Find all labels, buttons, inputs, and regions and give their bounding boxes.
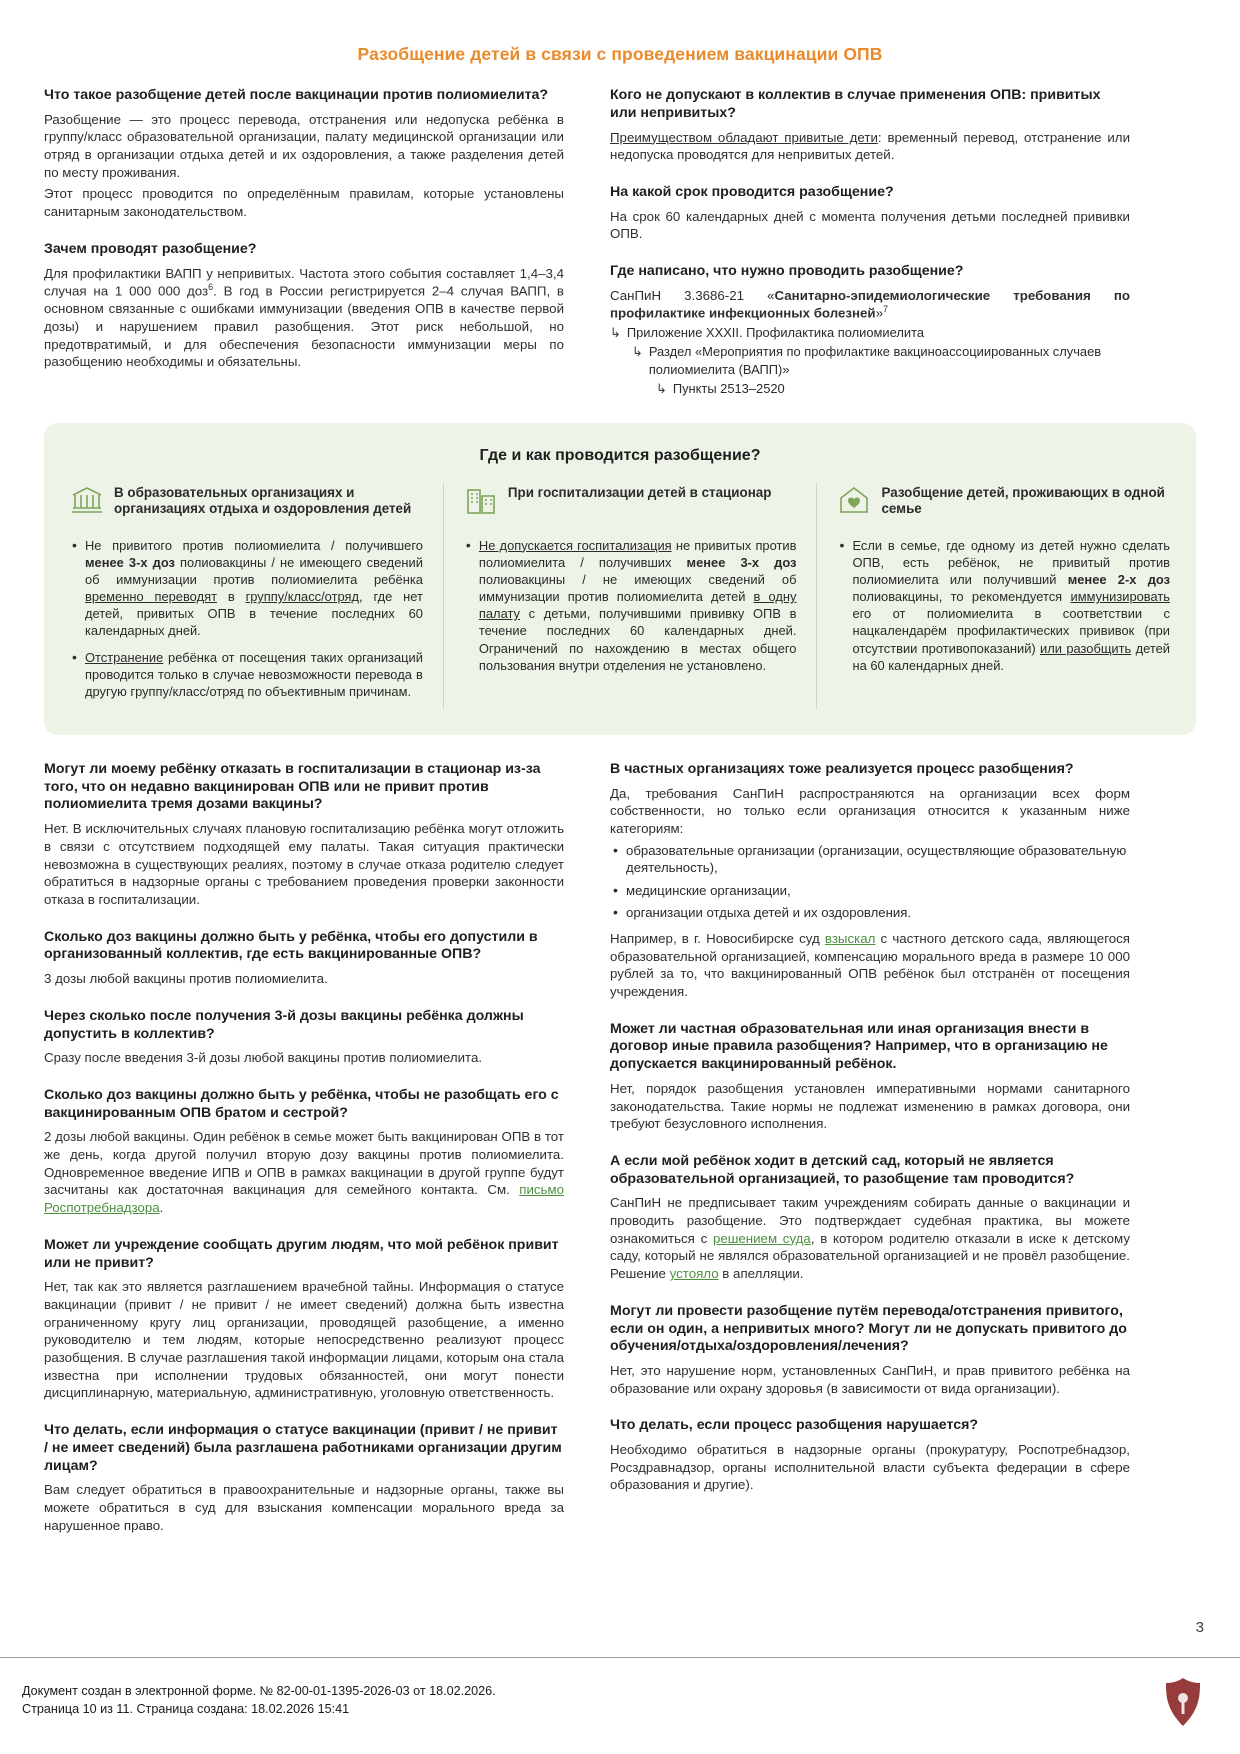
panel-columns	[70, 483, 1170, 709]
list-item: • Не привитого против полиомиелита / получившего менее 3-х доз полиовакцины / не имеющего сведений об иммунизации против полиомиелита ребёнка временно переводят в группу/класс/отряд, где нет детей, привитых ОПВ в течение последних 60 календарных дней.	[70, 537, 423, 640]
faq-question-disclosure-action: Что делать, если информация о статусе вакцинации (привит / не привит / не имеет сведений) была разглашена работниками организации другим лицам?	[44, 1422, 562, 1474]
list-item: • Если в семье, где одному из детей нужно сделать ОПВ, есть ребёнок, не привитый против полиомиелита или получивший менее 2-х доз полиовакцины, то рекомендуется иммунизировать его от полиомиелита в соответствии с нацкалендарём профилактических прививок (при отсутствии противопоказаний) или разобщить детей на 60 календарных дней.	[837, 537, 1170, 674]
link-rospotrebnadzor-letter[interactable]: письмо Роспотребнадзора	[44, 1182, 564, 1216]
answer-who-not-allowed-rest: : временный перевод, отстранение или недопуска проводятся для непривитых детей.	[610, 129, 1130, 163]
answer-part-b: , в котором родителю отказали в иске к детскому саду, который не являлся образовательной организацией и не провёл разобщение. Решение	[610, 1230, 1130, 1282]
example-suffix: с частного детского сада, являющегося образовательной организацией, компенсацию морального вреда в размере 10 000 рублей за то, что вакцинированный ОПВ ребёнок был отстранён от посещения учреждения.	[610, 930, 1130, 999]
arrow-icon: ↳	[656, 380, 667, 396]
panel-column-education-list	[70, 537, 423, 700]
list-item: • медицинские организации,	[610, 882, 1130, 900]
list-item: • Отстранение ребёнка от посещения таких организаций проводится только в случае невозможности перевода в другую группу/класс/отряд по объективным причинам.	[70, 649, 423, 700]
example-prefix: Например, в г. Новосибирске суд	[610, 930, 825, 946]
faq-answer-after-third-dose: Сразу после введения 3-й дозы любой вакцины против полиомиелита.	[44, 1050, 483, 1066]
faq-answer-private-orgs-example	[610, 930, 1130, 1001]
answer-part-c: в апелляции.	[718, 1266, 804, 1282]
top-section	[44, 87, 1196, 397]
answer-who-not-allowed-underline: Преимуществом обладают привитые дети	[610, 129, 878, 145]
faq-question-doses-siblings: Сколько доз вакцины должно быть у ребёнка, чтобы не разобщать его с вакцинированным ОПВ братом и сестрой?	[44, 1086, 559, 1121]
faq-answer-private-orgs-intro: Да, требования СанПиН распространяются на организации всех форм собственности, но только если организация относится к указанным ниже категориям:	[610, 785, 1130, 837]
list-item: • организации отдыха детей и их оздоровления.	[610, 904, 1130, 922]
private-orgs-categories-list	[610, 842, 1130, 922]
answer-why-separation	[44, 265, 564, 371]
panel-column-hospital-header	[464, 483, 797, 527]
panel-column-family-list	[837, 537, 1170, 674]
answer-who-not-allowed	[610, 129, 1130, 164]
question-duration: На какой срок проводится разобщение?	[610, 183, 894, 200]
panel-column-hospital-heading: При госпитализации детей в стационар	[507, 484, 772, 500]
faq-question-non-educational-kindergarten: А если мой ребёнок ходит в детский сад, который не является образовательной организацией, то разобщение там проводится?	[610, 1152, 1075, 1187]
legal-reference-level-2	[632, 343, 1130, 377]
home-heart-icon	[837, 483, 871, 517]
faq-answer-doses-siblings	[44, 1128, 564, 1216]
faq-answer-separate-vaccinated: Нет, это нарушение норм, установленных СанПиН, и прав привитого ребёнка на образование или охрану здоровья (в зависимости от вида организации).	[610, 1363, 1130, 1396]
faq-answer-doses-for-collective: 3 дозы любой вакцины против полиомиелита.	[44, 971, 328, 987]
legal-basis-prefix: СанПиН 3.3686-21 «	[610, 287, 775, 303]
legal-basis-suffix: »	[875, 305, 883, 321]
arrow-icon: ↳	[610, 325, 621, 341]
faq-question-after-third-dose: Через сколько после получения 3-й дозы вакцины ребёнка должны допустить в коллектив?	[44, 1007, 524, 1042]
page-title: Разобщение детей в связи с проведением вакцинации ОПВ	[357, 44, 883, 64]
faq-answer-disclosure-action: Вам следует обратиться в правоохранительные и надзорные органы, также вы можете обратиться в суд для взыскания компенсации морального вреда за нарушенное право.	[44, 1482, 564, 1533]
panel-column-education-heading: В образовательных организациях и организациях отдыха и оздоровления детей	[114, 484, 412, 517]
arrow-icon: ↳	[632, 344, 643, 360]
footer-line-1: Документ создан в электронной форме. № 82-00-01-1395-2026-03 от 18.02.2026.	[22, 1683, 496, 1698]
faq-question-disclosure: Может ли учреждение сообщать другим людям, что мой ребёнок привит или не привит?	[44, 1236, 559, 1271]
faq-answer-disclosure: Нет, так как это является разглашением врачебной тайны. Информация о статусе вакцинации (привит / не привит / не имеет сведений) должна быть известна ограниченному кругу лиц организации, проводящей разобщение, а именно руководителю и тем людям, которые непосредственно реализуют процесс разобщения. В случае разглашения такой информации лицами, которым она стала известна при исполнении трудовых обязанностей, они могут понести дисциплинарную, материальную, административную, уголовную ответственность.	[44, 1279, 564, 1401]
panel-column-education	[70, 483, 423, 709]
panel-column-hospital	[443, 483, 797, 709]
answer-duration: На срок 60 календарных дней с момента получения детьми последней прививки ОПВ.	[610, 208, 1130, 242]
faq-question-violation: Что делать, если процесс разобщения нарушается?	[610, 1417, 979, 1434]
legal-reference-level-3	[656, 380, 1130, 397]
question-what-is-separation: Что такое разобщение детей после вакцинации против полиомиелита?	[44, 87, 549, 103]
list-item: • Не допускается госпитализация не привитых против полиомиелита / получивших менее 3-х доз полиовакцины / не имеющих сведений об иммунизации против полиомиелита детей в одну палату с детьми, получившими прививку ОПВ в течение последних 60 календарных дней. Ограничений по нахождению в местах общего пользования внутри отделения не установлено.	[464, 537, 797, 674]
faq-question-hospitalization-refusal: Могут ли моему ребёнку отказать в госпитализации в стационар из-за того, что он недавно вакцинирован ОПВ или не привит против полиомиелита тремя дозами вакцины?	[44, 760, 541, 813]
legal-reference-level-3-label: Пункты 2513–2520	[672, 380, 785, 396]
question-why-separation: Зачем проводят разобщение?	[44, 240, 257, 257]
question-legal-basis: Где написано, что нужно проводить разобщение?	[610, 262, 964, 279]
faq-answer-non-educational-kindergarten	[610, 1194, 1130, 1282]
link-upheld[interactable]: устояло	[669, 1266, 719, 1282]
legal-basis-document-name: Санитарно-эпидемиологические требования по профилактике инфекционных болезней	[610, 287, 1130, 321]
footer-divider	[0, 1657, 1240, 1658]
faq-section	[44, 761, 1196, 1538]
faq-left-column	[44, 761, 564, 1538]
top-right-column	[610, 87, 1130, 397]
panel-column-hospital-list	[464, 537, 797, 674]
answer-what-is-separation-p1: Разобщение — это процесс перевода, отстранения или недопуска ребёнка в группу/класс образовательной организации, палату медицинской организации или отряд в организации отдыха детей и их оздоровления, а также разделения детей по месту проживания.	[44, 111, 564, 180]
legal-reference-level-1	[610, 324, 1130, 341]
faq-question-contract-rules: Может ли частная образовательная или иная организация внести в договор иные правила разобщения? Например, что в организацию не допускается вакцинированный ребёнок.	[610, 1020, 1108, 1073]
footnote-ref-7: 7	[883, 304, 889, 315]
answer-part-a: СанПиН не предписывает таким учреждениям собирать данные о вакцинации и проводить разобщение. Это подтверждает судебная практика, вы можете ознакомиться с	[610, 1195, 1130, 1246]
footer-line-2: Страница 10 из 11. Страница создана: 18.02.2026 15:41	[22, 1701, 350, 1716]
answer-legal-basis	[610, 287, 1130, 323]
legal-reference-level-1-label: Приложение XXXII. Профилактика полиомиелита	[626, 325, 924, 341]
faq-question-doses-for-collective: Сколько доз вакцины должно быть у ребёнка, чтобы его допустили в организованный коллектив, где есть вакцинированные ОПВ?	[44, 928, 538, 963]
answer-why-separation-part-b: . В год в России регистрируется 2–4 случая ВАПП, в основном связанные с ошибками иммунизации (введения ОПВ в качестве первой дозы) и нарушением правил разобщения. Этот риск небольшой, но предотвратимый, и для обеспечения безопасности иммунизации меры по разобщению необходимы и обязательны.	[44, 283, 565, 370]
legal-reference-list	[610, 324, 1130, 396]
legal-reference-level-2-label: Раздел «Мероприятия по профилактике вакциноассоциированных случаев полиомиелита (ВАПП)»	[648, 344, 1102, 377]
faq-answer-doses-siblings-text: 2 дозы любой вакцины. Один ребёнок в семье может быть вакцинирован ОПВ в тот же день, когда другой получил вторую дозу вакцины против полиомиелита. Одновременное введение ИПВ и ОПВ в рамках вакцинации в другой группе будут засчитаны как достаточная вакцинация для семейного контакта. См.	[44, 1129, 564, 1198]
panel-column-family-header	[837, 483, 1170, 527]
coat-of-arms-icon	[1160, 1676, 1206, 1728]
faq-answer-doses-siblings-tail: .	[159, 1200, 164, 1216]
answer-why-separation-part-a: Для профилактики ВАПП у непривитых. Частота этого события составляет 1,4–3,4 случая на 1 000 000 доз	[44, 265, 564, 299]
faq-answer-violation: Необходимо обратиться в надзорные органы (прокуратуру, Роспотребнадзор, Росздравнадзор, органы исполнительной власти субъекта федерации в сфере образования и другие).	[610, 1442, 1130, 1493]
faq-question-private-orgs: В частных организациях тоже реализуется процесс разобщения?	[610, 760, 1074, 777]
question-who-not-allowed: Кого не допускают в коллектив в случае применения ОПВ: привитых или непривитых?	[610, 87, 1101, 121]
faq-answer-hospitalization-refusal: Нет. В исключительных случаях плановую госпитализацию ребёнка могут отложить в связи с отсутствием подходящей ему палаты. Такая ситуация практически невозможна в существующих реалиях, поэтому в случае отказа родителю следует обратиться в надзорные органы с требованием проведения проверки законности отказа в госпитализации.	[44, 821, 564, 907]
footnote-ref-6: 6	[208, 282, 214, 293]
list-item: • образовательные организации (организации, осуществляющие образовательную деятельность),	[610, 842, 1130, 877]
separation-panel	[44, 423, 1196, 735]
faq-question-separate-vaccinated: Могут ли провести разобщение путём перевода/отстранения привитого, если он один, а непривитых много? Могут ли не допускать привитого до обучения/отдыха/оздоровления/лечения?	[610, 1302, 1127, 1355]
top-left-column	[44, 87, 564, 375]
link-court-decision[interactable]: решением суда	[712, 1230, 811, 1246]
answer-what-is-separation-p2: Этот процесс проводится по определённым правилам, которые установлены санитарным законодательством.	[44, 186, 564, 220]
link-court-awarded[interactable]: взыскал	[824, 930, 876, 946]
footer-text	[22, 1682, 496, 1719]
panel-column-education-header	[70, 483, 423, 527]
panel-column-family	[816, 483, 1170, 709]
hospital-icon	[464, 483, 498, 517]
panel-title: Где и как проводится разобщение?	[479, 446, 761, 464]
faq-right-column	[610, 761, 1130, 1498]
panel-column-family-heading: Разобщение детей, проживающих в одной семье	[881, 484, 1165, 517]
bank-icon	[70, 483, 104, 517]
page-number: 3	[1195, 1619, 1204, 1636]
faq-answer-contract-rules: Нет, порядок разобщения установлен императивными нормами санитарного законодательства. Такие нормы не подлежат изменению в рамках договора, они требуют безусловного исполнения.	[610, 1080, 1130, 1132]
